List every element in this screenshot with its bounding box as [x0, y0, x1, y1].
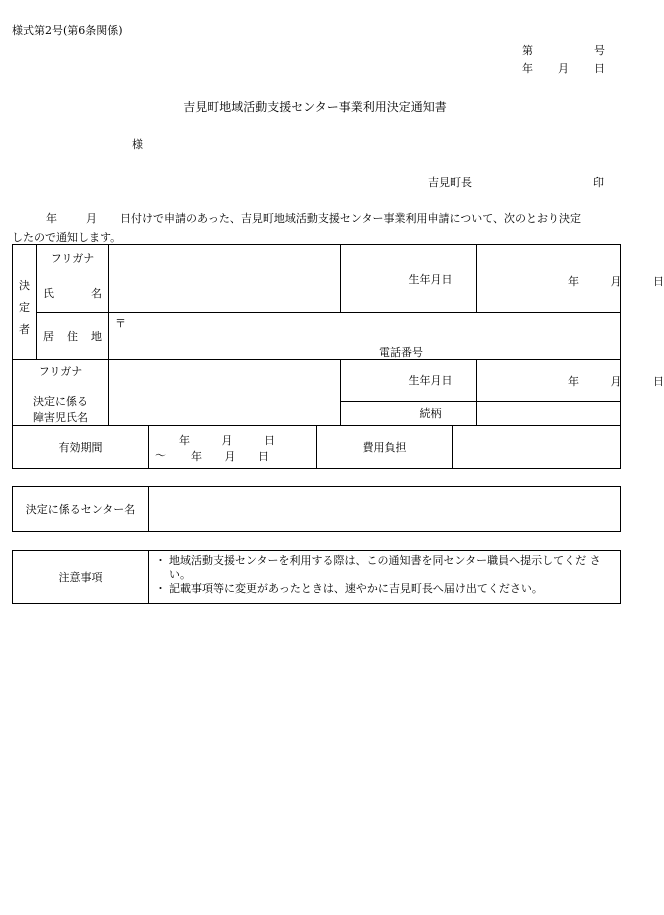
period-start-year: 年 [179, 434, 190, 447]
body-text-line1: 日付けで申請のあった、吉見町地域活動支援センター事業利用申請について、次のとおり決定 [120, 212, 582, 225]
doc-number-suffix: 号 [594, 44, 605, 57]
cost-field[interactable] [453, 426, 621, 469]
doc-number-prefix: 第 [522, 44, 533, 57]
phone-label: 電話番号 [379, 346, 423, 359]
body-text-line2: したので通知します。 [12, 231, 122, 244]
validity-period-field[interactable] [149, 426, 317, 469]
period-tilde: ～ [155, 449, 166, 462]
form-number: 様式第2号(第6条関係) [12, 24, 123, 37]
document-title: 吉見町地域活動支援センター事業利用決定通知書 [183, 100, 447, 114]
decider-char: 定 [19, 301, 30, 314]
name-label-cell [37, 245, 109, 313]
seal-mark: 印 [593, 176, 604, 189]
child-birth-month: 月 [610, 375, 622, 388]
child-label-cell [13, 360, 109, 426]
child-label-line1: 決定に係る [33, 395, 88, 408]
child-birth-day: 日 [653, 375, 664, 388]
child-furigana-label: フリガナ [38, 365, 83, 378]
body-year: 年 [46, 212, 57, 225]
relation-label: 続柄 [341, 401, 477, 425]
postal-mark: 〒 [115, 317, 126, 330]
address-field[interactable] [109, 313, 621, 360]
validity-label: 有効期間 [13, 426, 149, 469]
child-birth-year: 年 [568, 375, 579, 388]
note-item: ・ 地域活動支援センターを利用する際は、この通知書を同センター職員へ提示してくだ さい。 [155, 554, 616, 582]
note-item: ・ 記載事項等に変更があったときは、速やかに吉見町長へ届け出てください。 [155, 582, 616, 596]
addressee-suffix: 様 [132, 138, 143, 151]
period-start-month: 月 [221, 434, 233, 447]
address-label [37, 313, 109, 360]
decider-name-field[interactable] [109, 245, 341, 313]
relation-field[interactable] [477, 401, 621, 425]
birth-day: 日 [653, 275, 664, 288]
birth-month: 月 [610, 275, 622, 288]
date-day: 日 [594, 62, 605, 75]
decider-label [13, 245, 37, 360]
center-table [12, 486, 621, 532]
notes-table [12, 550, 621, 604]
name-char: 氏 [43, 287, 54, 300]
period-end-month: 月 [224, 450, 236, 463]
date-year: 年 [522, 62, 533, 75]
child-label-line2: 障害児氏名 [33, 411, 88, 424]
furigana-label: フリガナ [50, 252, 95, 265]
period-end-day: 日 [258, 450, 269, 463]
cost-label: 費用負担 [317, 426, 453, 469]
issuer-name: 吉見町長 [428, 176, 472, 189]
birth-year: 年 [568, 275, 579, 288]
period-start-day: 日 [264, 434, 275, 447]
decision-table [12, 244, 664, 426]
address-char: 居 [43, 330, 54, 343]
notes-content [149, 551, 621, 604]
name-char: 名 [91, 287, 102, 300]
center-name-field[interactable] [149, 487, 621, 532]
date-month: 月 [558, 62, 569, 75]
address-char: 地 [91, 330, 102, 343]
child-birthdate-field[interactable] [477, 360, 664, 402]
decider-char: 決 [19, 279, 30, 292]
period-end-year: 年 [191, 450, 202, 463]
validity-table [12, 425, 621, 469]
center-name-label: 決定に係るセンター名 [13, 487, 149, 532]
birthdate-label: 生年月日 [341, 245, 477, 313]
child-name-field[interactable] [109, 360, 341, 426]
address-char: 住 [67, 330, 78, 343]
notes-label: 注意事項 [13, 551, 149, 604]
decider-char: 者 [19, 323, 30, 336]
child-birthdate-label: 生年月日 [341, 360, 477, 402]
decider-birthdate-field[interactable] [477, 245, 664, 313]
body-month: 月 [86, 212, 97, 225]
